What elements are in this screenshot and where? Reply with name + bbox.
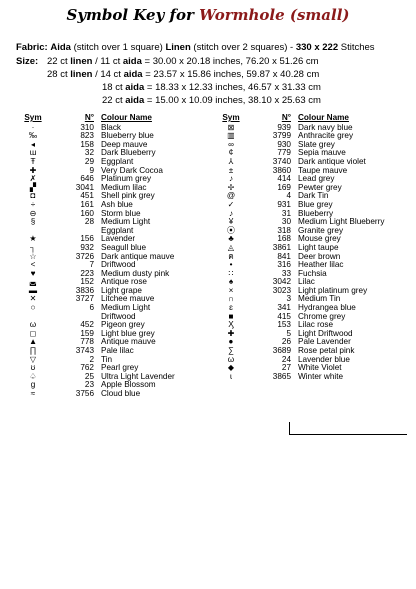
floss-number: 3740 — [272, 156, 291, 166]
symbol-glyph: ± — [228, 165, 234, 175]
symbol-glyph: ♠ — [228, 277, 234, 287]
title-prefix: Symbol Key for — [66, 6, 194, 24]
floss-number: 762 — [80, 363, 94, 373]
colour-name: White Violet — [298, 363, 342, 373]
colour-name: Storm blue — [101, 208, 141, 218]
colour-name: Medium lilac — [101, 182, 147, 192]
floss-number: 223 — [80, 268, 94, 278]
symbol-glyph: ✚ — [227, 328, 235, 338]
table-row — [17, 347, 212, 356]
header-num: N° — [84, 113, 94, 122]
colour-name: Lavender blue — [298, 354, 350, 364]
symbol-glyph: ⅄ — [228, 156, 234, 166]
symbol-glyph: ∑ — [228, 346, 234, 356]
fabric-line — [16, 42, 375, 53]
table-row — [17, 304, 212, 321]
floss-number: 3756 — [75, 389, 94, 398]
symbol-glyph: < — [30, 260, 36, 270]
symbol-glyph: g — [30, 380, 36, 390]
symbol-glyph: ⊖ — [29, 208, 37, 218]
symbol-glyph: ∷ — [228, 268, 234, 278]
symbol-glyph: ค — [228, 251, 234, 261]
symbol-table-left — [17, 114, 212, 399]
colour-name: Medium Light Eggplant — [101, 217, 151, 235]
colour-name: Tin — [101, 354, 113, 364]
colour-name: Medium Light Driftwood — [101, 303, 151, 321]
floss-number: 310 — [80, 122, 94, 132]
colour-name: Lilac — [298, 277, 315, 287]
symbol-glyph: ▥ — [227, 131, 235, 141]
floss-number: 30 — [281, 217, 291, 227]
floss-number: 931 — [277, 199, 291, 209]
fabric-aida-note: (stitch over 1 square) — [73, 42, 163, 53]
floss-number: 3689 — [272, 346, 291, 356]
symbol-glyph: @ — [226, 191, 236, 201]
table-row — [17, 390, 212, 399]
floss-number: 779 — [277, 148, 291, 158]
floss-number: 823 — [80, 131, 94, 141]
floss-number: 318 — [277, 225, 291, 235]
symbol-glyph: ▞ — [29, 182, 37, 192]
page-title — [0, 6, 416, 24]
colour-name: Eggplant — [101, 156, 134, 166]
symbol-glyph: ♥ — [30, 268, 36, 278]
floss-number: 4 — [286, 191, 291, 201]
symbol-glyph: ≈ — [30, 389, 36, 398]
colour-name: Heather lilac — [298, 260, 344, 270]
symbol-glyph: ÷ — [30, 199, 36, 209]
size-line: 22 ct aida = 15.00 x 10.09 inches, 38.10 x 25.63 cm — [102, 95, 321, 106]
colour-name: Rose petal pink — [298, 346, 355, 356]
colour-name: Medium Light Blueberry — [298, 217, 385, 227]
colour-name: Hydrangea blue — [298, 303, 356, 313]
symbol-glyph: ⊠ — [227, 122, 235, 132]
symbol-glyph: • — [229, 260, 233, 270]
floss-number: 3861 — [272, 242, 291, 252]
colour-name: Anthracite grey — [298, 131, 354, 141]
floss-number: 29 — [84, 156, 94, 166]
colour-name: Medium dusty pink — [101, 268, 170, 278]
header-num: N° — [281, 113, 291, 122]
symbol-glyph: ✗ — [29, 174, 37, 184]
header-sym: Sym — [222, 113, 240, 122]
colour-name: Light taupe — [298, 242, 339, 252]
floss-number: 778 — [80, 337, 94, 347]
colour-name: Driftwood — [101, 260, 136, 270]
colour-name: Dark Tin — [298, 191, 329, 201]
floss-number: 26 — [281, 337, 291, 347]
floss-number: 33 — [281, 268, 291, 278]
symbol-glyph: ◻ — [29, 328, 37, 338]
symbol-glyph: · — [31, 122, 35, 132]
symbol-glyph: ♣ — [228, 234, 234, 244]
floss-number: 160 — [80, 208, 94, 218]
size-line: 18 ct aida = 18.33 x 12.33 inches, 46.57 x 31.33 cm — [102, 82, 321, 93]
colour-name: Pearl grey — [101, 363, 139, 373]
size-label: Size: — [16, 56, 39, 67]
floss-number: 3860 — [272, 165, 291, 175]
colour-name: Chrome grey — [298, 311, 346, 321]
colour-name: Medium Tin — [298, 294, 341, 304]
floss-number: 7 — [89, 260, 94, 270]
floss-number: 25 — [84, 371, 94, 381]
floss-number: 32 — [84, 148, 94, 158]
symbol-glyph: ¥ — [228, 217, 234, 227]
colour-name: Blueberry blue — [101, 131, 154, 141]
colour-name: Shell pink grey — [101, 191, 155, 201]
symbol-glyph: ▲ — [28, 337, 38, 347]
colour-name: Taupe mauve — [298, 165, 348, 175]
colour-name: Dark antique violet — [298, 156, 366, 166]
fabric-aida: Aida — [50, 42, 71, 53]
floss-number: 152 — [80, 277, 94, 287]
colour-name: Ultra Light Lavender — [101, 371, 175, 381]
symbol-glyph: ♪ — [228, 208, 234, 218]
size-line: 22 ct linen / 11 ct aida = 30.00 x 20.18 inches, 76.20 x 51.26 cm — [47, 56, 319, 67]
floss-number: 452 — [80, 320, 94, 330]
symbol-glyph: § — [30, 217, 36, 227]
colour-name: Granite grey — [298, 225, 344, 235]
floss-number: 2 — [89, 354, 94, 364]
colour-name: Pale lilac — [101, 346, 134, 356]
header-name: Colour Name — [298, 113, 349, 122]
symbol-glyph: ω — [227, 354, 235, 364]
symbol-glyph: ɛ — [229, 303, 233, 313]
table-header — [17, 114, 212, 123]
floss-number: 9 — [89, 165, 94, 175]
floss-number: 932 — [80, 242, 94, 252]
colour-name: Light blue grey — [101, 328, 155, 338]
symbol-glyph: ɩ — [230, 371, 232, 381]
symbol-glyph: ☆ — [29, 251, 37, 261]
header-sym: Sym — [24, 113, 42, 122]
colour-name: Pewter grey — [298, 182, 342, 192]
colour-name: Deer brown — [298, 251, 341, 261]
size-line: 28 ct linen / 14 ct aida = 23.57 x 15.86 inches, 59.87 x 40.28 cm — [47, 69, 320, 80]
table-row — [216, 373, 406, 382]
colour-name: Deep mauve — [101, 139, 148, 149]
table-end-bracket — [289, 422, 407, 435]
symbol-glyph: ¢ — [228, 148, 234, 158]
colour-name: Litchee mauve — [101, 294, 155, 304]
floss-number: 28 — [84, 217, 94, 227]
colour-name: Lavender — [101, 234, 136, 244]
floss-number: 159 — [80, 328, 94, 338]
colour-name: Seagull blue — [101, 242, 147, 252]
symbol-glyph: Ӽ — [228, 320, 234, 330]
colour-name: Light grape — [101, 285, 142, 295]
symbol-glyph: Ŧ — [30, 156, 36, 166]
symbol-glyph: ▬ — [28, 285, 38, 295]
symbol-glyph: ★ — [29, 234, 37, 244]
table-header — [216, 114, 406, 123]
header-name: Colour Name — [101, 113, 152, 122]
colour-name: Very Dark Cocoa — [101, 165, 163, 175]
symbol-glyph: ✕ — [29, 294, 37, 304]
fabric-linen-note: (stitch over 2 squares) - — [193, 42, 294, 53]
floss-number: 27 — [281, 363, 291, 373]
floss-number: 161 — [80, 199, 94, 209]
table-body — [17, 124, 212, 399]
symbol-glyph: ◆ — [227, 363, 235, 373]
symbol-glyph: ◬ — [227, 242, 235, 252]
colour-name: Lilac rose — [298, 320, 334, 330]
floss-number: 414 — [277, 174, 291, 184]
symbol-glyph: ♤ — [29, 371, 37, 381]
floss-number: 5 — [286, 328, 291, 338]
floss-number: 939 — [277, 122, 291, 132]
colour-name: Antique mauve — [101, 337, 156, 347]
floss-number: 3865 — [272, 371, 291, 381]
floss-number: 415 — [277, 311, 291, 321]
floss-number: 451 — [80, 191, 94, 201]
fabric-linen: Linen — [165, 42, 191, 53]
colour-name: Cloud blue — [101, 389, 141, 398]
floss-number: 6 — [89, 303, 94, 313]
symbol-glyph: ◘ — [30, 191, 36, 201]
symbol-glyph: ✚ — [29, 165, 37, 175]
table-body — [216, 124, 406, 382]
size-label-line — [16, 56, 38, 67]
floss-number: 3836 — [75, 285, 94, 295]
symbol-glyph: ▽ — [29, 354, 37, 364]
floss-number: 24 — [281, 354, 291, 364]
floss-number: 341 — [277, 303, 291, 313]
floss-number: 646 — [80, 174, 94, 184]
floss-number: 930 — [277, 139, 291, 149]
colour-name: Blue grey — [298, 199, 333, 209]
floss-number: 841 — [277, 251, 291, 261]
symbol-glyph: ◛ — [29, 277, 37, 287]
colour-name: Mouse grey — [298, 234, 341, 244]
colour-name: Slate grey — [298, 139, 335, 149]
floss-number: 3041 — [75, 182, 94, 192]
symbol-glyph: ■ — [228, 311, 234, 321]
colour-name: Light platinum grey — [298, 285, 368, 295]
colour-name: Pale Lavender — [298, 337, 351, 347]
colour-name: Pigeon grey — [101, 320, 145, 330]
symbol-glyph: ● — [228, 337, 234, 347]
colour-name: Winter white — [298, 371, 344, 381]
symbol-table-right — [216, 114, 406, 381]
floss-number: 168 — [277, 234, 291, 244]
symbol-glyph: × — [228, 285, 234, 295]
stitch-count: 330 x 222 — [295, 42, 339, 53]
floss-number: 3726 — [75, 251, 94, 261]
floss-number: 3042 — [272, 277, 291, 287]
symbol-glyph: ✢ — [227, 182, 235, 192]
colour-name: Ash blue — [101, 199, 133, 209]
symbol-glyph: ⦿ — [226, 225, 236, 235]
floss-number: 158 — [80, 139, 94, 149]
symbol-glyph: ○ — [30, 303, 36, 313]
symbol-glyph: ‰ — [28, 131, 38, 141]
colour-name: Black — [101, 122, 122, 132]
floss-number: 3 — [286, 294, 291, 304]
symbol-glyph: ∩ — [228, 294, 234, 304]
colour-name: Lead grey — [298, 174, 335, 184]
colour-name: Antique rose — [101, 277, 147, 287]
fabric-label: Fabric: — [16, 42, 48, 53]
floss-number: 3727 — [75, 294, 94, 304]
colour-name: Dark antique mauve — [101, 251, 175, 261]
floss-number: 3023 — [272, 285, 291, 295]
colour-name: Platinum grey — [101, 174, 152, 184]
colour-name: Blueberry — [298, 208, 334, 218]
floss-number: 153 — [277, 320, 291, 330]
symbol-glyph: ✓ — [227, 199, 235, 209]
symbol-glyph: ω — [29, 320, 37, 330]
floss-number: 3743 — [75, 346, 94, 356]
symbol-glyph: ∞ — [228, 139, 234, 149]
floss-number: 169 — [277, 182, 291, 192]
symbol-glyph: ʊ — [30, 363, 36, 373]
floss-number: 31 — [281, 208, 291, 218]
colour-name: Fuchsia — [298, 268, 327, 278]
colour-name: Dark navy blue — [298, 122, 353, 132]
table-row — [17, 218, 212, 235]
stitch-count-label: Stitches — [340, 42, 375, 53]
symbol-glyph: ┐ — [30, 242, 36, 252]
floss-number: 316 — [277, 260, 291, 270]
colour-name: Dark Blueberry — [101, 148, 156, 158]
floss-number: 3799 — [272, 131, 291, 141]
colour-name: Sepia mauve — [298, 148, 346, 158]
floss-number: 156 — [80, 234, 94, 244]
pattern-name: Wormhole (small) — [199, 6, 350, 24]
colour-name: Light Driftwood — [298, 328, 353, 338]
colour-name: Apple Blossom — [101, 380, 156, 390]
floss-number: 23 — [84, 380, 94, 390]
symbol-glyph: ♪ — [228, 174, 234, 184]
symbol-glyph: ∏ — [29, 346, 37, 356]
symbol-glyph: ◂ — [30, 139, 36, 149]
symbol-glyph: ɯ — [29, 148, 37, 158]
